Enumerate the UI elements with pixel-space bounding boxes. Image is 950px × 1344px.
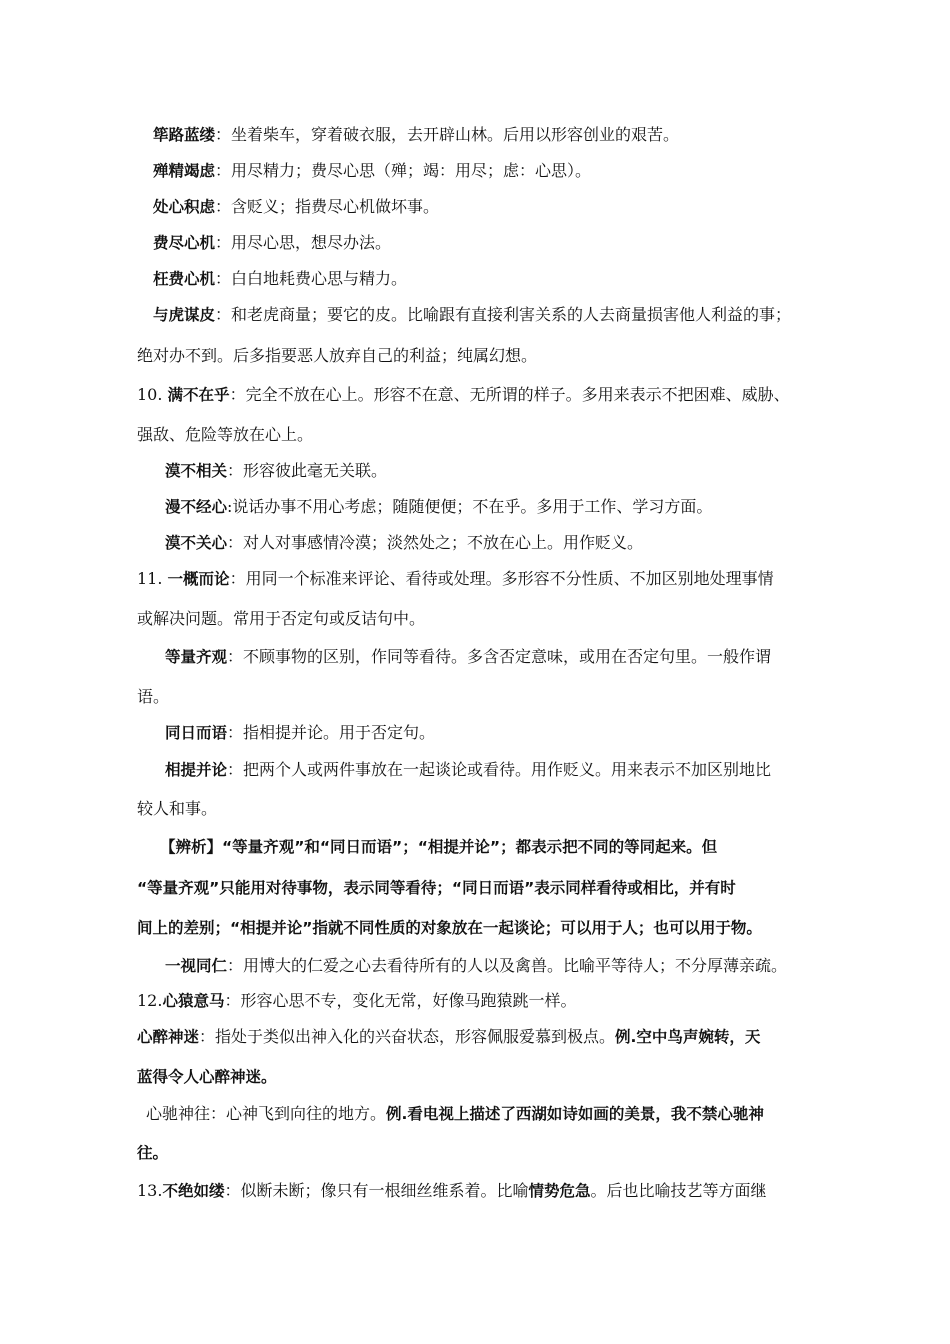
entry-wangfei: 枉费心机：白白地耗费心思与精力。 (153, 269, 408, 288)
entry-dengliang: 等量齐观：不顾事物的区别，作同等看待。多含否定意味，或用在否定句里。一般作谓 (165, 647, 772, 666)
entry-yuhu: 与虎谋皮：和老虎商量；要它的皮。比喻跟有直接利害关系的人去商量损害他人利益的事； (153, 305, 792, 324)
entry-bujue: 13.不绝如缕：似断未断；像只有一根细丝维系着。比喻情势危急。后也比喻技艺等方面继 (137, 1181, 767, 1200)
entry-mobu-guanxin: 漠不关心：对人对事感情冷漠；淡然处之；不放在心上。用作贬义。 (165, 533, 644, 552)
entry-manbu-cont: 强敌、危险等放在心上。 (137, 425, 314, 444)
entry-xiangti: 相提并论：把两个人或两件事放在一起谈论或看待。用作贬义。用来表示不加区别地比 (165, 760, 772, 779)
entry-xinchi-cont: 往。 (137, 1144, 169, 1162)
bianxi-line-3: 间上的差别；“相提并论”指就不同性质的对象放在一起谈论；可以用于人；也可以用于物。 (137, 919, 762, 937)
entry-dengliang-cont: 语。 (137, 687, 170, 706)
entry-yuhu-cont: 绝对办不到。后多指要恶人放弃自己的利益；纯属幻想。 (137, 346, 538, 365)
entry-dan: 殚精竭虑：用尽精力；费尽心思（殚；竭：用尽；虑：心思）。 (153, 161, 592, 180)
entry-tongri: 同日而语：指相提并论。用于否定句。 (165, 723, 436, 742)
entry-manbu-jingxin: 漫不经心:说话办事不用心考虑；随随便便；不在乎。多用于工作、学习方面。 (165, 497, 713, 516)
entry-xinyuan: 12.心猿意马：形容心思不专，变化无常，好像马跑猿跳一样。 (137, 991, 577, 1010)
entry-xinzui: 心醉神迷：指处于类似出神入化的兴奋状态，形容佩服爱慕到极点。例.空中鸟声婉转，天 (137, 1027, 761, 1046)
entry-yishi: 一视同仁：用博大的仁爱之心去看待所有的人以及禽兽。比喻平等待人；不分厚薄亲疏。 (165, 956, 788, 975)
entry-xinzui-cont: 蓝得令人心醉神迷。 (137, 1068, 277, 1086)
entry-feijin: 费尽心机：用尽心思，想尽办法。 (153, 233, 392, 252)
entry-yigai-cont: 或解决问题。常用于否定句或反诘句中。 (137, 609, 426, 628)
entry-mobu-xiangguan: 漠不相关：形容彼此毫无关联。 (165, 461, 388, 480)
entry-manbu: 10. 满不在乎：完全不放在心上。形容不在意、无所谓的样子。多用来表示不把困难、威胁、 (137, 385, 790, 404)
entry-chuxin: 处心积虑：含贬义；指费尽心机做坏事。 (153, 197, 440, 216)
entry-xinchi: 心驰神往：心神飞到向往的地方。例.看电视上描述了西湖如诗如画的美景，我不禁心驰神 (146, 1104, 764, 1123)
bianxi-line-1: 【辨析】“等量齐观”和“同日而语”；“相提并论”；都表示把不同的等同起来。但 (160, 838, 718, 856)
entry-yigai: 11. 一概而论：用同一个标准来评论、看待或处理。多形容不分性质、不加区别地处理事情 (137, 569, 774, 588)
bianxi-line-2: “等量齐观”只能用对待事物，表示同等看待；“同日而语”表示同样看待或相比，并有时 (137, 879, 736, 897)
entry-bilu: 筚路蓝缕：坐着柴车，穿着破衣服，去开辟山林。后用以形容创业的艰苦。 (153, 125, 680, 144)
entry-xiangti-cont: 较人和事。 (137, 799, 218, 818)
